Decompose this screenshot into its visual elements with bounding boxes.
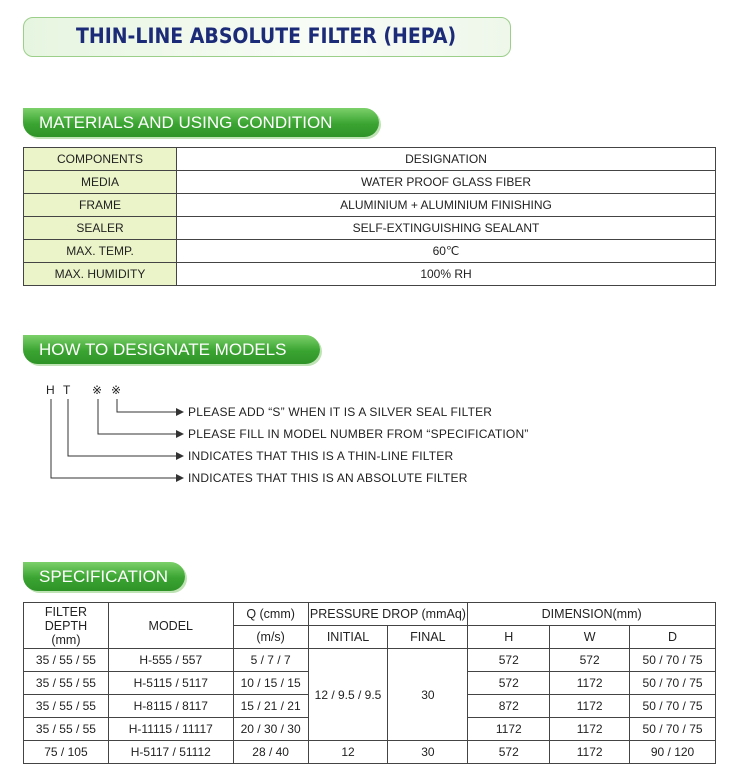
materials-value: 100% RH <box>177 263 716 286</box>
cell-h: 572 <box>468 672 550 695</box>
materials-label: COMPONENTS <box>24 148 177 171</box>
cell-w: 1172 <box>550 672 630 695</box>
cell-q: 15 / 21 / 21 <box>233 695 308 718</box>
cell-q: 10 / 15 / 15 <box>233 672 308 695</box>
materials-heading: MATERIALS AND USING CONDITION <box>23 108 379 137</box>
header-dimension: DIMENSION(mm) <box>468 603 716 626</box>
cell-d: 50 / 70 / 75 <box>630 649 716 672</box>
cell-q: 20 / 30 / 30 <box>233 718 308 741</box>
cell-initial-merged: 12 / 9.5 / 9.5 <box>308 649 388 741</box>
materials-value: DESIGNATION <box>177 148 716 171</box>
header-h: H <box>468 626 550 649</box>
materials-label: SEALER <box>24 217 177 240</box>
connector-line <box>68 399 176 456</box>
materials-value: SELF-EXTINGUISHING SEALANT <box>177 217 716 240</box>
cell-w: 1172 <box>550 718 630 741</box>
cell-q: 5 / 7 / 7 <box>233 649 308 672</box>
header-depth <box>24 603 109 649</box>
cell-depth: 35 / 55 / 55 <box>24 649 109 672</box>
cell-depth: 35 / 55 / 55 <box>24 672 109 695</box>
materials-value: WATER PROOF GLASS FIBER <box>177 171 716 194</box>
cell-depth: 75 / 105 <box>24 741 109 764</box>
materials-value: ALUMINIUM + ALUMINIUM FINISHING <box>177 194 716 217</box>
header-depth-line: (mm) <box>51 632 81 647</box>
cell-d: 50 / 70 / 75 <box>630 672 716 695</box>
header-initial: INITIAL <box>308 626 388 649</box>
page-title: THIN-LINE ABSOLUTE FILTER (HEPA) <box>76 24 457 48</box>
cell-model: H-5115 / 5117 <box>108 672 233 695</box>
header-ms: (m/s) <box>233 626 308 649</box>
connector-line <box>51 399 176 478</box>
materials-label: MAX. HUMIDITY <box>24 263 177 286</box>
cell-final: 30 <box>388 741 468 764</box>
arrow-head-icon <box>176 430 184 438</box>
spec-table <box>23 602 716 764</box>
materials-label: MEDIA <box>24 171 177 194</box>
table-row <box>24 741 716 764</box>
code-letter-t: T <box>63 383 71 397</box>
header-final: FINAL <box>388 626 468 649</box>
designate-note: PLEASE FILL IN MODEL NUMBER FROM “SPECIFICATION” <box>188 427 529 441</box>
designate-note: PLEASE ADD “S” WHEN IT IS A SILVER SEAL FILTER <box>188 405 493 419</box>
connector-line <box>117 399 176 412</box>
table-header-row <box>24 603 716 626</box>
arrow-head-icon <box>176 452 184 460</box>
designate-note: INDICATES THAT THIS IS A THIN-LINE FILTER <box>188 449 454 463</box>
cell-w: 572 <box>550 649 630 672</box>
header-w: W <box>550 626 630 649</box>
code-letter-h: H <box>46 383 55 397</box>
header-depth-line: FILTER <box>44 604 88 619</box>
cell-depth: 35 / 55 / 55 <box>24 718 109 741</box>
cell-d: 50 / 70 / 75 <box>630 718 716 741</box>
cell-h: 572 <box>468 649 550 672</box>
cell-q: 28 / 40 <box>233 741 308 764</box>
cell-h: 1172 <box>468 718 550 741</box>
cell-d: 90 / 120 <box>630 741 716 764</box>
header-pressure-drop: PRESSURE DROP (mmAq) <box>308 603 468 626</box>
designate-heading: HOW TO DESIGNATE MODELS <box>23 335 320 364</box>
arrow-head-icon <box>176 408 184 416</box>
designate-note: INDICATES THAT THIS IS AN ABSOLUTE FILTER <box>188 471 468 485</box>
arrow-head-icon <box>176 474 184 482</box>
spec-heading: SPECIFICATION <box>23 562 185 591</box>
header-q: Q (cmm) <box>233 603 308 626</box>
cell-model: H-11115 / 11117 <box>108 718 233 741</box>
header-d: D <box>630 626 716 649</box>
cell-model: H-8115 / 8117 <box>108 695 233 718</box>
connector-line <box>98 399 176 434</box>
code-mark-silver: ※ <box>111 383 122 397</box>
header-model: MODEL <box>108 603 233 649</box>
table-row <box>24 649 716 672</box>
cell-depth: 35 / 55 / 55 <box>24 695 109 718</box>
cell-d: 50 / 70 / 75 <box>630 695 716 718</box>
cell-final-merged: 30 <box>388 649 468 741</box>
cell-model: H-555 / 557 <box>108 649 233 672</box>
materials-label: FRAME <box>24 194 177 217</box>
materials-label: MAX. TEMP. <box>24 240 177 263</box>
cell-initial: 12 <box>308 741 388 764</box>
cell-w: 1172 <box>550 741 630 764</box>
materials-value: 60℃ <box>177 240 716 263</box>
code-mark-model: ※ <box>92 383 103 397</box>
cell-w: 1172 <box>550 695 630 718</box>
cell-model: H-5117 / 51112 <box>108 741 233 764</box>
cell-h: 872 <box>468 695 550 718</box>
header-depth-line: DEPTH <box>44 618 88 633</box>
cell-h: 572 <box>468 741 550 764</box>
